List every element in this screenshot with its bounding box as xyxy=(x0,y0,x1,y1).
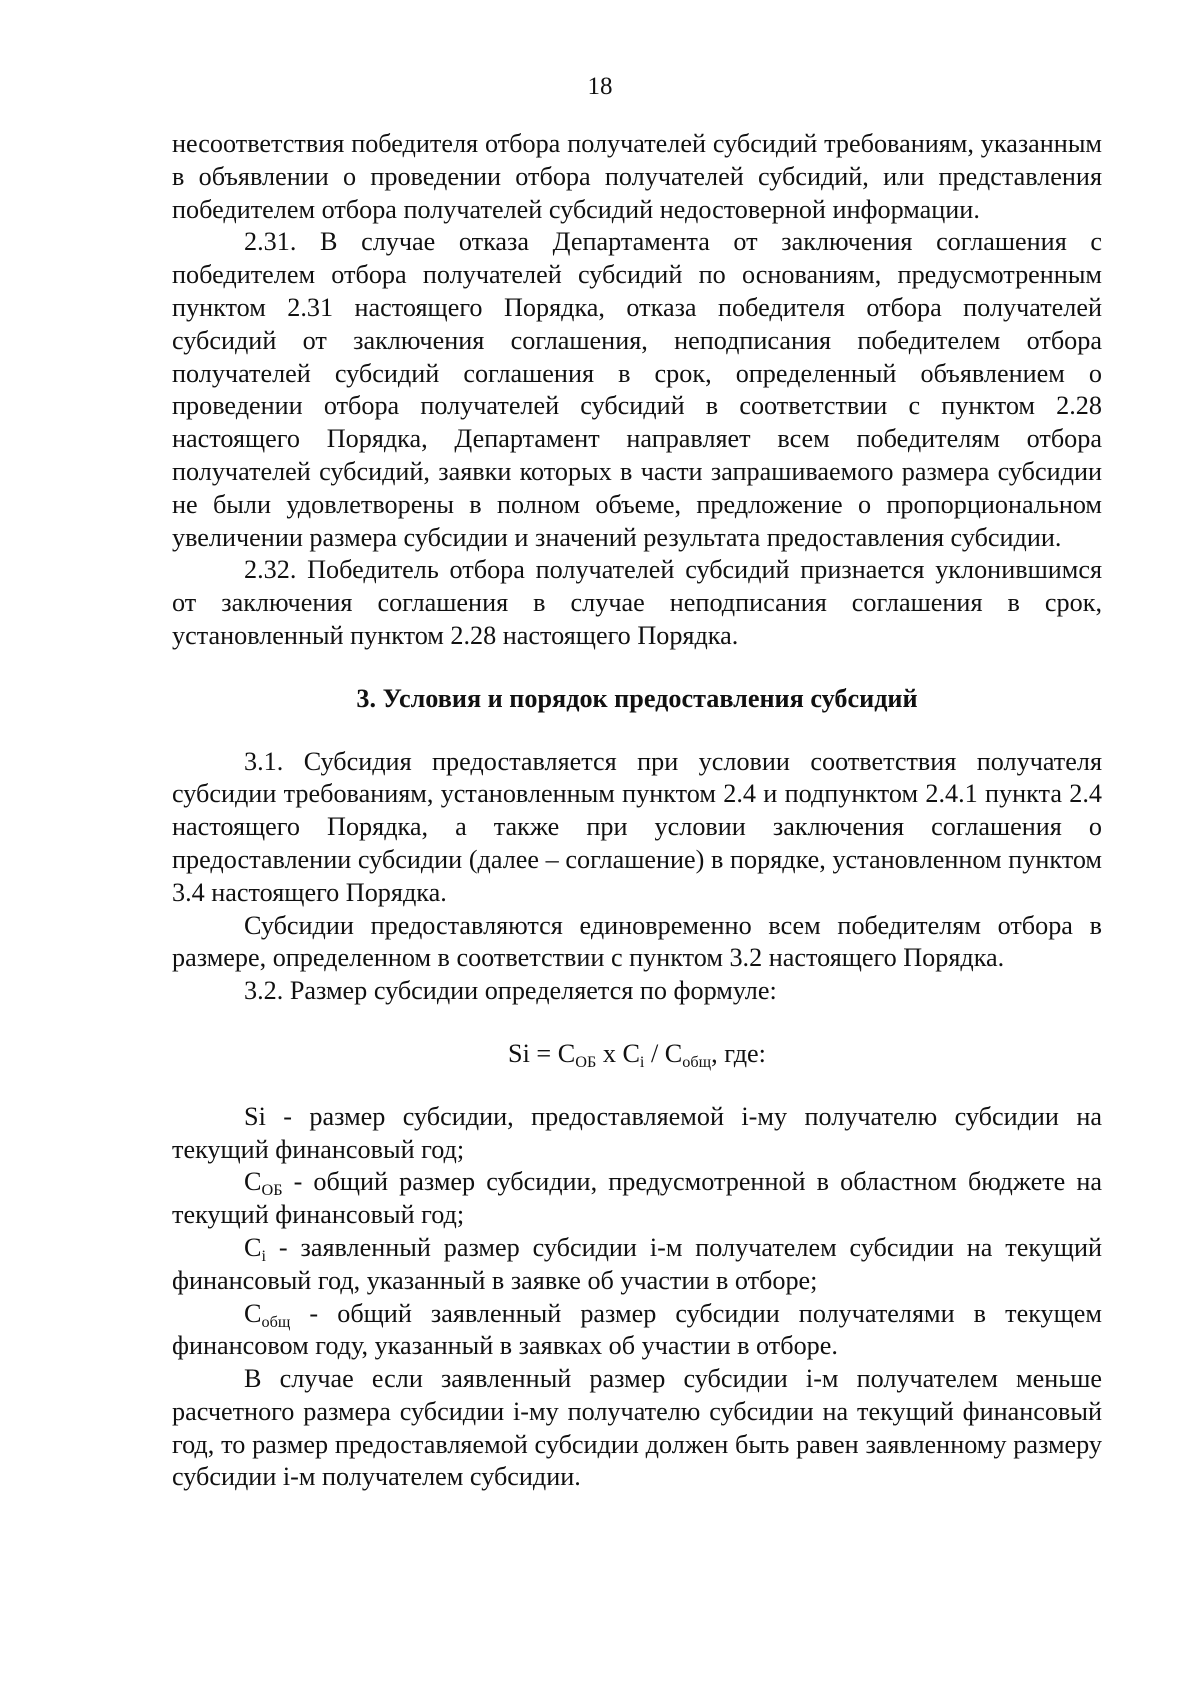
ci-symbol: С xyxy=(244,1232,262,1262)
definition-ci xyxy=(172,1232,1102,1298)
cob-text: - общий размер субсидии, предусмотренной в областном бюджете на текущий финансовый год; xyxy=(172,1167,1102,1230)
formula-mult: х С xyxy=(596,1038,640,1068)
page-number: 18 xyxy=(587,73,613,100)
formula-tail: , где: xyxy=(711,1038,766,1068)
paragraph-subsidies-one-time: Субсидии предоставляются единовременно всем победителям отбора в размере, определенном в соответствии с пунктом 3.2 настоящего Порядка. xyxy=(172,910,1102,973)
cob-subscript: ОБ xyxy=(261,1181,283,1200)
cobsh-subscript: общ xyxy=(261,1312,291,1331)
cob-symbol: С xyxy=(244,1167,262,1197)
formula-sub-ob: ОБ xyxy=(575,1052,597,1071)
definition-si: Si - размер субсидии, предоставляемой i-му получателю субсидии на текущий финансовый год; xyxy=(172,1101,1102,1164)
formula-sub-i: i xyxy=(639,1052,645,1071)
formula-div: / С xyxy=(644,1038,683,1068)
paragraph-continuation: несоответствия победителя отбора получателей субсидий требованиям, указанным в объявлении о проведении отбора получателей субсидий, или представления победителем отбора получателей субсидий недостоверной информации. xyxy=(172,129,1102,224)
document-body xyxy=(172,128,1102,1494)
ci-subscript: i xyxy=(261,1246,266,1265)
ci-text: - заявленный размер субсидии i-м получателем субсидии на текущий финансовый год, указанный в заявке об участии в отборе; xyxy=(172,1232,1102,1295)
paragraph-2-31: 2.31. В случае отказа Департамента от заключения соглашения с победителем отбора получателей субсидий по основаниям, предусмотренным пунктом 2.31 настоящего Порядка, отказа победителя отбора получателей субсидий от заключения соглашения, неподписания победителем отбора получателей субсидий соглашения в срок, определенный объявлением о проведении отбора получателей субсидий в соответствии с пунктом 2.28 настоящего Порядка, Департамент направляет всем победителям отбора получателей субсидий, заявки которых в части запрашиваемого размера субсидии не были удовлетворены в полном объеме, предложение о пропорциональном увеличении размера субсидии и значений результата предоставления субсидии. xyxy=(172,227,1102,552)
paragraph-3-2: 3.2. Размер субсидии определяется по формуле: xyxy=(244,976,777,1006)
paragraph-3-1: 3.1. Субсидия предоставляется при условии соответствия получателя субсидии требованиям, установленным пунктом 2.4 и подпунктом 2.4.1 пункта 2.4 настоящего Порядка, а также при условии заключения соглашения о предоставлении субсидии (далее – соглашение) в порядке, установленном пунктом 3.4 настоящего Порядка. xyxy=(172,746,1102,907)
definition-cob xyxy=(172,1166,1102,1232)
cobsh-symbol: С xyxy=(244,1298,262,1328)
formula-sub-obsh: общ xyxy=(682,1052,712,1071)
cobsh-text: - общий заявленный размер субсидии получателями в текущем финансовом году, указанный в заявках об участии в отборе. xyxy=(172,1298,1102,1361)
section-heading: 3. Условия и порядок предоставления субсидий xyxy=(356,683,918,713)
paragraph-final: В случае если заявленный размер субсидии i-м получателем меньше расчетного размера субсидии i-му получателю субсидии на текущий финансовый год, то размер предоставляемой субсидии должен быть равен заявленному размеру субсидии i-м получателем субсидии. xyxy=(172,1364,1102,1492)
subsidy-formula xyxy=(172,1038,1102,1071)
formula-lhs: Si = С xyxy=(508,1038,576,1068)
definition-cobsh xyxy=(172,1298,1102,1364)
paragraph-2-32: 2.32. Победитель отбора получателей субсидий признается уклонившимся от заключения соглашения в случае неподписания соглашения в срок, установленный пунктом 2.28 настоящего Порядка. xyxy=(172,555,1102,650)
